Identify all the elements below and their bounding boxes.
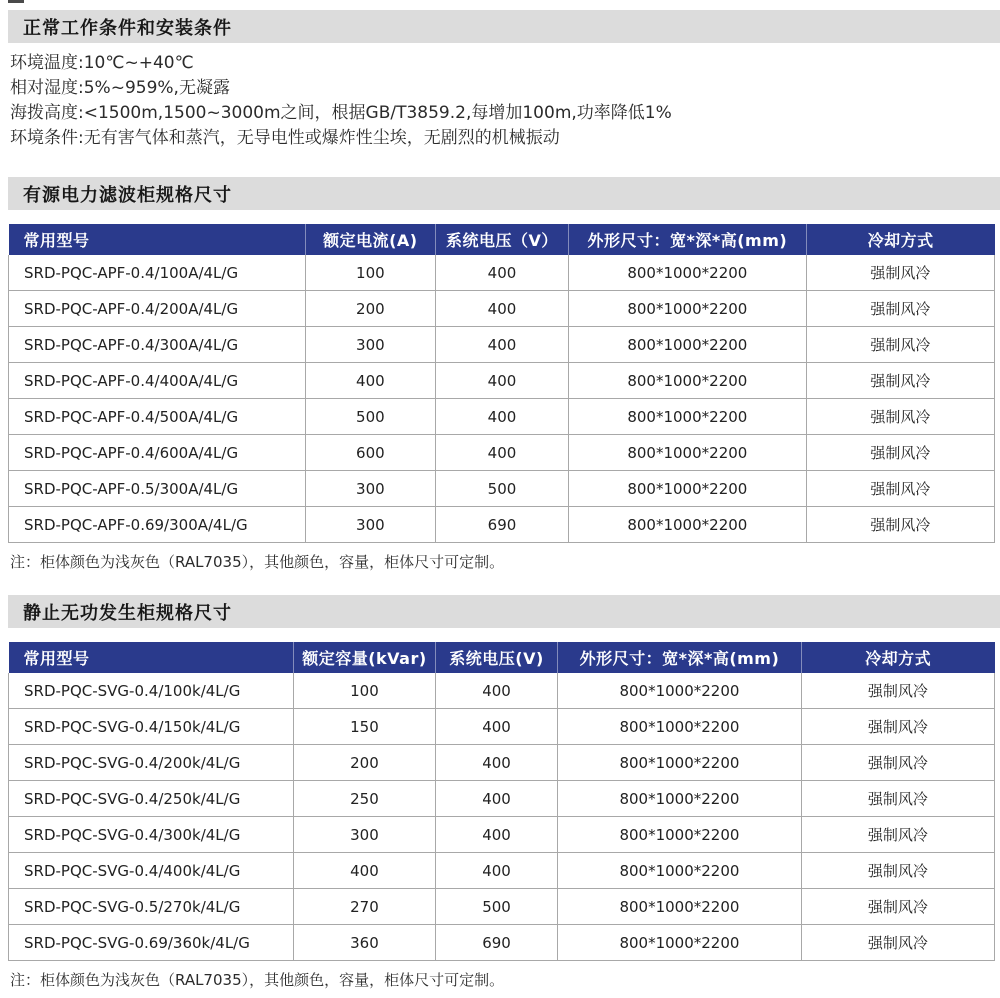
- model-cell: SRD-PQC-APF-0.4/100A/4L/G: [9, 255, 306, 291]
- model-cell: SRD-PQC-SVG-0.69/360k/4L/G: [9, 925, 294, 961]
- value-cell: 500: [305, 399, 435, 435]
- table-row: [9, 255, 995, 291]
- column-header: 额定容量(kVar): [293, 642, 435, 673]
- value-cell: 800*1000*2200: [558, 925, 802, 961]
- table-row: [9, 925, 995, 961]
- value-cell: 强制风冷: [801, 817, 994, 853]
- value-cell: 强制风冷: [806, 291, 994, 327]
- value-cell: 强制风冷: [801, 781, 994, 817]
- model-cell: SRD-PQC-SVG-0.5/270k/4L/G: [9, 889, 294, 925]
- value-cell: 400: [305, 363, 435, 399]
- value-cell: 强制风冷: [801, 745, 994, 781]
- value-cell: 800*1000*2200: [569, 363, 807, 399]
- model-cell: SRD-PQC-SVG-0.4/100k/4L/G: [9, 673, 294, 709]
- model-cell: SRD-PQC-SVG-0.4/150k/4L/G: [9, 709, 294, 745]
- value-cell: 400: [435, 291, 568, 327]
- condition-line: 相对湿度:5%~959%,无凝露: [10, 78, 230, 98]
- column-header: 冷却方式: [801, 642, 994, 673]
- value-cell: 强制风冷: [806, 255, 994, 291]
- value-cell: 强制风冷: [806, 435, 994, 471]
- table-row: [9, 507, 995, 543]
- model-cell: SRD-PQC-SVG-0.4/250k/4L/G: [9, 781, 294, 817]
- table-row: [9, 327, 995, 363]
- condition-line: 环境条件:无有害气体和蒸汽，无导电性或爆炸性尘埃，无剧烈的机械振动: [10, 128, 560, 148]
- table-row: [9, 889, 995, 925]
- value-cell: 400: [435, 745, 557, 781]
- value-cell: 强制风冷: [801, 709, 994, 745]
- value-cell: 250: [293, 781, 435, 817]
- table-row: [9, 745, 995, 781]
- value-cell: 690: [435, 507, 568, 543]
- value-cell: 强制风冷: [806, 507, 994, 543]
- value-cell: 100: [305, 255, 435, 291]
- value-cell: 800*1000*2200: [569, 399, 807, 435]
- value-cell: 400: [435, 327, 568, 363]
- value-cell: 800*1000*2200: [569, 507, 807, 543]
- svg-spec-table: [8, 642, 995, 961]
- column-header: 冷却方式: [806, 224, 994, 255]
- working-conditions-title: 正常工作条件和安装条件: [23, 17, 232, 39]
- model-cell: SRD-PQC-APF-0.4/400A/4L/G: [9, 363, 306, 399]
- value-cell: 400: [435, 781, 557, 817]
- table-header-row: [9, 224, 995, 255]
- model-cell: SRD-PQC-APF-0.4/300A/4L/G: [9, 327, 306, 363]
- value-cell: 100: [293, 673, 435, 709]
- column-header: 外形尺寸：宽*深*高(mm): [558, 642, 802, 673]
- column-header: 外形尺寸：宽*深*高(mm): [569, 224, 807, 255]
- value-cell: 500: [435, 889, 557, 925]
- value-cell: 270: [293, 889, 435, 925]
- value-cell: 800*1000*2200: [558, 817, 802, 853]
- value-cell: 强制风冷: [801, 925, 994, 961]
- value-cell: 800*1000*2200: [558, 709, 802, 745]
- value-cell: 200: [305, 291, 435, 327]
- value-cell: 300: [293, 817, 435, 853]
- value-cell: 300: [305, 327, 435, 363]
- model-cell: SRD-PQC-SVG-0.4/200k/4L/G: [9, 745, 294, 781]
- apf-spec-table: [8, 224, 995, 543]
- svg-table-note: 注：柜体颜色为浅灰色（RAL7035），其他颜色，容量，柜体尺寸可定制。: [10, 971, 505, 989]
- table-row: [9, 673, 995, 709]
- column-header-model: 常用型号: [9, 224, 306, 255]
- value-cell: 强制风冷: [806, 471, 994, 507]
- value-cell: 800*1000*2200: [558, 853, 802, 889]
- table-row: [9, 853, 995, 889]
- section-bar-svg-specs: [8, 595, 1000, 628]
- value-cell: 400: [435, 435, 568, 471]
- value-cell: 800*1000*2200: [569, 471, 807, 507]
- page-edge-artifact: [8, 0, 24, 3]
- value-cell: 690: [435, 925, 557, 961]
- value-cell: 800*1000*2200: [569, 255, 807, 291]
- column-header: 系统电压(V): [435, 642, 557, 673]
- value-cell: 400: [435, 363, 568, 399]
- table-row: [9, 471, 995, 507]
- value-cell: 400: [435, 853, 557, 889]
- apf-table-note: 注：柜体颜色为浅灰色（RAL7035），其他颜色，容量，柜体尺寸可定制。: [10, 553, 505, 571]
- table-row: [9, 709, 995, 745]
- apf-specs-title: 有源电力滤波柜规格尺寸: [23, 184, 232, 206]
- value-cell: 300: [305, 507, 435, 543]
- value-cell: 400: [435, 673, 557, 709]
- value-cell: 强制风冷: [801, 889, 994, 925]
- svg-specs-title: 静止无功发生柜规格尺寸: [23, 602, 232, 624]
- model-cell: SRD-PQC-SVG-0.4/300k/4L/G: [9, 817, 294, 853]
- table-header-row: [9, 642, 995, 673]
- value-cell: 强制风冷: [801, 673, 994, 709]
- value-cell: 400: [435, 709, 557, 745]
- value-cell: 400: [293, 853, 435, 889]
- value-cell: 强制风冷: [806, 399, 994, 435]
- section-bar-working-conditions: [8, 10, 1000, 43]
- value-cell: 300: [305, 471, 435, 507]
- value-cell: 强制风冷: [806, 363, 994, 399]
- section-bar-apf-specs: [8, 177, 1000, 210]
- value-cell: 500: [435, 471, 568, 507]
- value-cell: 800*1000*2200: [558, 673, 802, 709]
- column-header: 额定电流(A): [305, 224, 435, 255]
- table-row: [9, 363, 995, 399]
- model-cell: SRD-PQC-APF-0.5/300A/4L/G: [9, 471, 306, 507]
- model-cell: SRD-PQC-SVG-0.4/400k/4L/G: [9, 853, 294, 889]
- value-cell: 800*1000*2200: [569, 327, 807, 363]
- table-row: [9, 817, 995, 853]
- condition-line: 海拨高度:<1500m,1500~3000m之间，根据GB/T3859.2,每增加100m,功率降低1%: [10, 103, 672, 123]
- column-header-model: 常用型号: [9, 642, 294, 673]
- value-cell: 强制风冷: [801, 853, 994, 889]
- table-row: [9, 781, 995, 817]
- value-cell: 800*1000*2200: [558, 745, 802, 781]
- condition-line: 环境温度:10℃~+40℃: [10, 53, 194, 73]
- value-cell: 800*1000*2200: [569, 291, 807, 327]
- value-cell: 200: [293, 745, 435, 781]
- model-cell: SRD-PQC-APF-0.4/200A/4L/G: [9, 291, 306, 327]
- column-header: 系统电压（V）: [435, 224, 568, 255]
- value-cell: 150: [293, 709, 435, 745]
- value-cell: 600: [305, 435, 435, 471]
- table-row: [9, 435, 995, 471]
- table-row: [9, 399, 995, 435]
- value-cell: 400: [435, 255, 568, 291]
- model-cell: SRD-PQC-APF-0.4/600A/4L/G: [9, 435, 306, 471]
- value-cell: 800*1000*2200: [558, 889, 802, 925]
- working-conditions-list: [10, 51, 1000, 151]
- value-cell: 400: [435, 817, 557, 853]
- value-cell: 800*1000*2200: [569, 435, 807, 471]
- value-cell: 强制风冷: [806, 327, 994, 363]
- value-cell: 800*1000*2200: [558, 781, 802, 817]
- value-cell: 360: [293, 925, 435, 961]
- table-row: [9, 291, 995, 327]
- value-cell: 400: [435, 399, 568, 435]
- model-cell: SRD-PQC-APF-0.69/300A/4L/G: [9, 507, 306, 543]
- model-cell: SRD-PQC-APF-0.4/500A/4L/G: [9, 399, 306, 435]
